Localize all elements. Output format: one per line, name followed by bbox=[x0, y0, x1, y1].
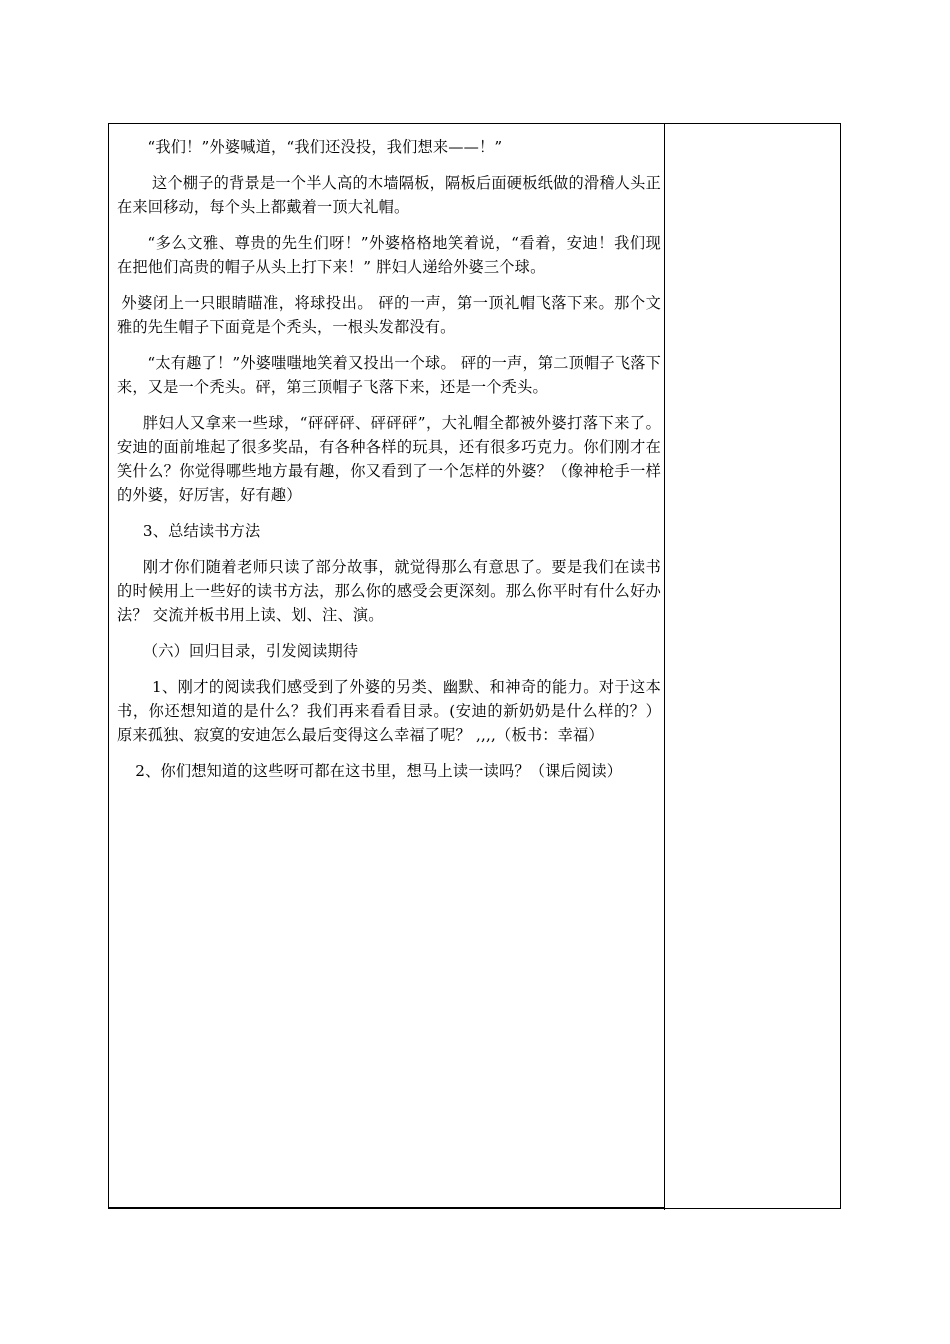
paragraph-prizes: 胖妇人又拿来一些球，“砰砰砰、砰砰砰”，大礼帽全都被外婆打落下来了。安迪的面前堆起了很多奖品，有各种各样的玩具，还有很多巧克力。你们刚才在笑什么？你觉得哪些地方最有趣，你又看到了一个怎样的外婆？（像神枪手一样的外婆，好厉害，好有趣） bbox=[117, 414, 661, 504]
paragraph-throw-1: 外婆闭上一只眼睛瞄准，将球投出。 砰的一声，第一顶礼帽飞落下来。那个文雅的先生帽子下面竟是个秃头，一根头发都没有。 bbox=[117, 294, 661, 336]
paragraph-dialogue-2: “多么文雅、尊贵的先生们呀！”外婆格格地笑着说，“看着，安迪！我们现在把他们高贵的帽子从头上打下来！” 胖妇人递给外婆三个球。 bbox=[117, 234, 661, 276]
notes-column bbox=[665, 124, 840, 1210]
table-bottom-border bbox=[108, 1207, 664, 1209]
section-heading-reading-methods: 3、总结读书方法 bbox=[142, 522, 261, 540]
content-column bbox=[109, 124, 665, 1210]
lesson-content bbox=[117, 135, 661, 795]
paragraph-reading-methods: 刚才你们随着老师只读了部分故事，就觉得那么有意思了。要是我们在读书的时候用上一些好的读书方法，那么你的感受会更深刻。那么你平时有什么好办法？ 交流并板书用上读、划、注、演。 bbox=[117, 558, 661, 624]
lesson-table bbox=[108, 123, 841, 1209]
paragraph-throw-2: “太有趣了！”外婆嗤嗤地笑着又投出一个球。 砰的一声，第二顶帽子飞落下来，又是一个秃头。砰，第三顶帽子飞落下来，还是一个秃头。 bbox=[117, 354, 661, 396]
table-bottom-border-right bbox=[664, 1208, 841, 1209]
paragraph-table-of-contents: 1、刚才的阅读我们感受到了外婆的另类、幽默、和神奇的能力。对于这本书，你还想知道的是什么？我们再来看看目录。(安迪的新奶奶是什么样的？） 原来孤独、寂寞的安迪怎么最后变得这么幸福了呢？ ,,,,（板书：幸福） bbox=[117, 678, 661, 744]
section-heading-table-of-contents: （六）回归目录，引发阅读期待 bbox=[142, 642, 359, 660]
paragraph-after-class-reading: 2、你们想知道的这些呀可都在这书里，想马上读一读吗？（课后阅读） bbox=[135, 762, 623, 780]
paragraph-dialogue-1: “我们！”外婆喊道，“我们还没投，我们想来——！” bbox=[147, 138, 503, 156]
paragraph-booth-background: 这个棚子的背景是一个半人高的木墙隔板，隔板后面硬板纸做的滑稽人头正在来回移动，每个头上都戴着一顶大礼帽。 bbox=[117, 174, 661, 216]
